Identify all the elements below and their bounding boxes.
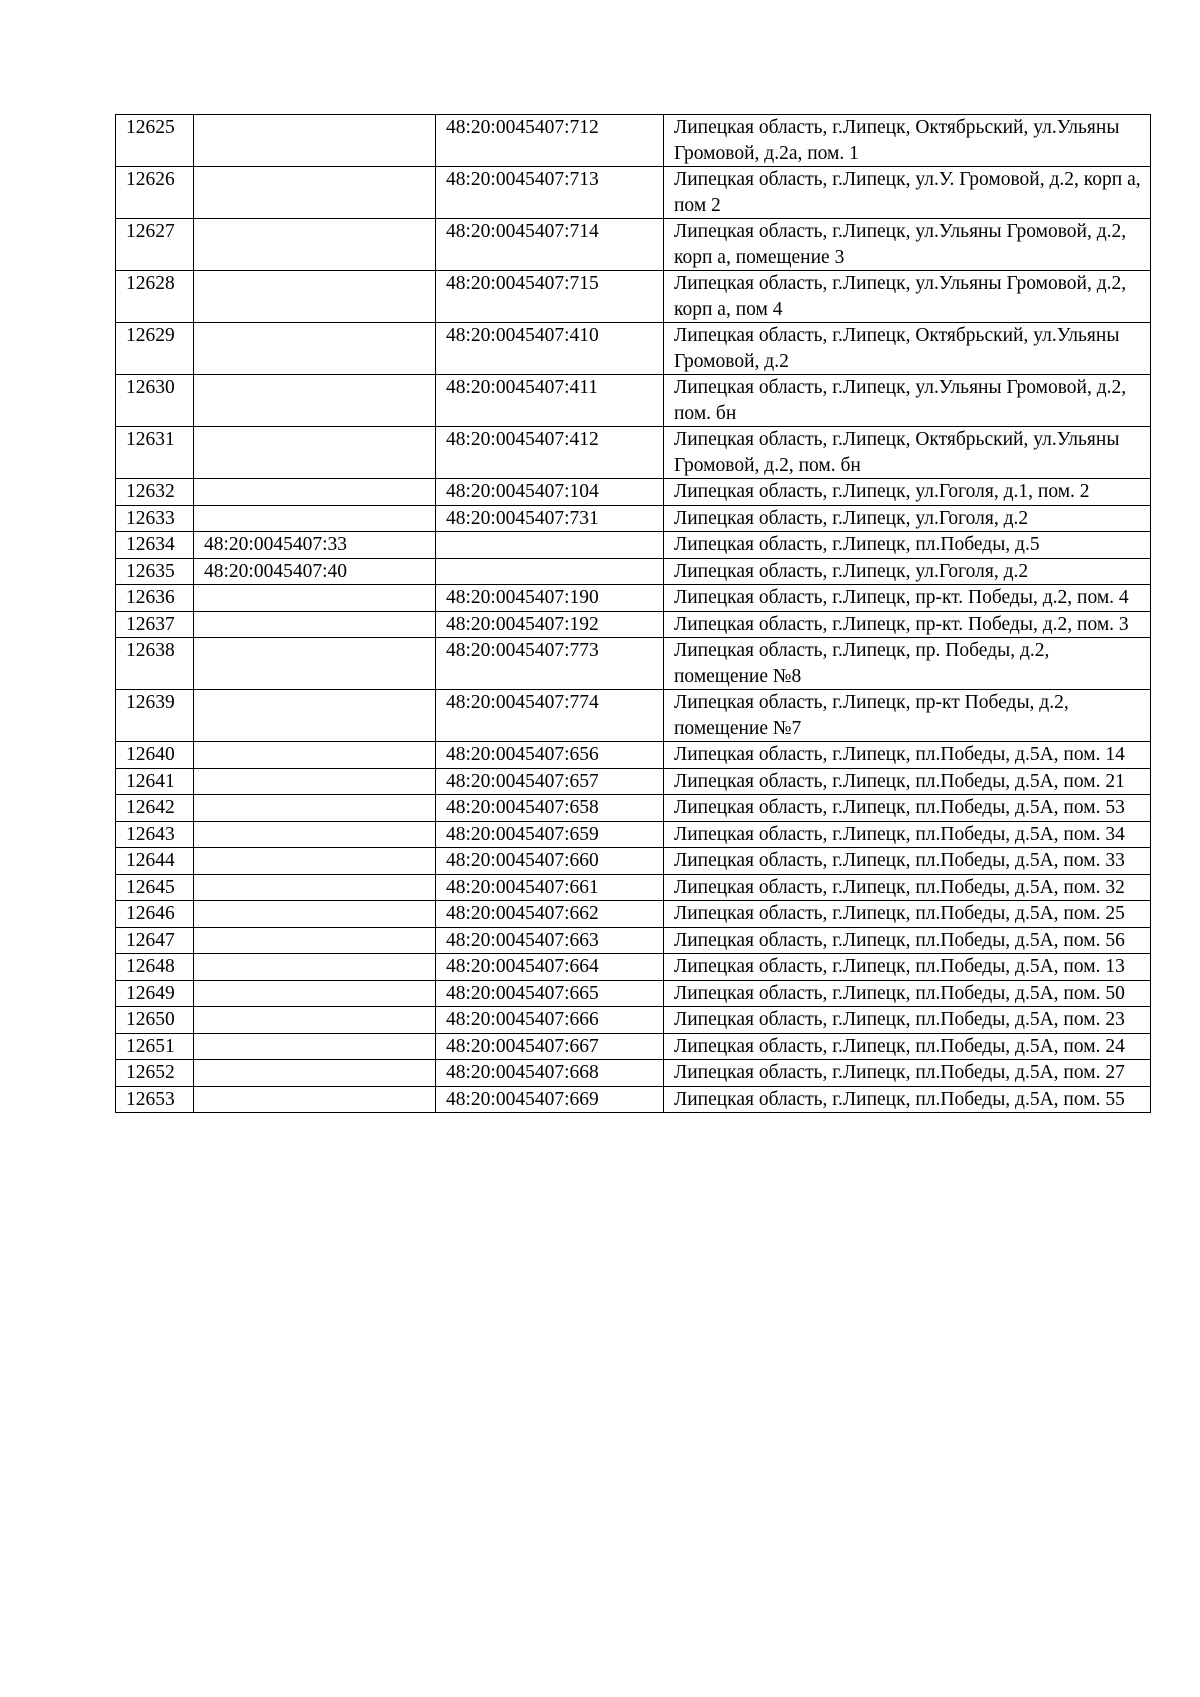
land-cadastral-number-cell [194,638,436,690]
land-cadastral-number-cell [194,585,436,612]
address-cell: Липецкая область, г.Липецк, пр-кт Победы, д.2, помещение №7 [664,690,1151,742]
land-cadastral-number-cell [194,821,436,848]
object-cadastral-number-cell: 48:20:0045407:669 [436,1086,664,1113]
object-cadastral-number-cell: 48:20:0045407:667 [436,1033,664,1060]
object-cadastral-number-cell: 48:20:0045407:731 [436,505,664,532]
row-number-cell: 12632 [116,479,194,506]
row-number-cell: 12638 [116,638,194,690]
address-cell: Липецкая область, г.Липецк, Октябрьский, ул.Ульяны Громовой, д.2 [664,323,1151,375]
object-cadastral-number-cell: 48:20:0045407:714 [436,219,664,271]
table-row [116,1033,1151,1060]
land-cadastral-number-cell: 48:20:0045407:33 [194,532,436,559]
row-number-cell: 12648 [116,954,194,981]
row-number-cell: 12646 [116,901,194,928]
row-number-cell: 12647 [116,927,194,954]
table-row [116,768,1151,795]
row-number-cell: 12653 [116,1086,194,1113]
table-row [116,271,1151,323]
object-cadastral-number-cell: 48:20:0045407:668 [436,1060,664,1087]
land-cadastral-number-cell [194,505,436,532]
table-row [116,585,1151,612]
address-cell: Липецкая область, г.Липецк, ул.Ульяны Громовой, д.2, корп а, пом 4 [664,271,1151,323]
object-cadastral-number-cell: 48:20:0045407:773 [436,638,664,690]
address-cell: Липецкая область, г.Липецк, пл.Победы, д.5А, пом. 24 [664,1033,1151,1060]
land-cadastral-number-cell [194,611,436,638]
land-cadastral-number-cell [194,901,436,928]
object-cadastral-number-cell: 48:20:0045407:665 [436,980,664,1007]
address-cell: Липецкая область, г.Липецк, пл.Победы, д.5 [664,532,1151,559]
address-cell: Липецкая область, г.Липецк, пл.Победы, д.5А, пом. 56 [664,927,1151,954]
table-row [116,848,1151,875]
table-row [116,375,1151,427]
land-cadastral-number-cell [194,219,436,271]
object-cadastral-number-cell: 48:20:0045407:715 [436,271,664,323]
object-cadastral-number-cell: 48:20:0045407:104 [436,479,664,506]
row-number-cell: 12629 [116,323,194,375]
land-cadastral-number-cell [194,1033,436,1060]
table-row [116,980,1151,1007]
land-cadastral-number-cell [194,323,436,375]
land-cadastral-number-cell [194,271,436,323]
row-number-cell: 12637 [116,611,194,638]
land-cadastral-number-cell [194,742,436,769]
table-row [116,901,1151,928]
object-cadastral-number-cell [436,532,664,559]
address-cell: Липецкая область, г.Липецк, пл.Победы, д.5А, пом. 55 [664,1086,1151,1113]
table-row [116,479,1151,506]
row-number-cell: 12627 [116,219,194,271]
table-row [116,505,1151,532]
object-cadastral-number-cell: 48:20:0045407:713 [436,167,664,219]
object-cadastral-number-cell: 48:20:0045407:656 [436,742,664,769]
object-cadastral-number-cell: 48:20:0045407:659 [436,821,664,848]
address-cell: Липецкая область, г.Липецк, пр-кт. Победы, д.2, пом. 4 [664,585,1151,612]
land-cadastral-number-cell: 48:20:0045407:40 [194,558,436,585]
row-number-cell: 12626 [116,167,194,219]
address-cell: Липецкая область, г.Липецк, пл.Победы, д.5А, пом. 33 [664,848,1151,875]
row-number-cell: 12642 [116,795,194,822]
land-cadastral-number-cell [194,954,436,981]
table-row [116,1007,1151,1034]
row-number-cell: 12630 [116,375,194,427]
object-cadastral-number-cell: 48:20:0045407:663 [436,927,664,954]
address-cell: Липецкая область, г.Липецк, ул.Ульяны Громовой, д.2, корп а, помещение 3 [664,219,1151,271]
table-row [116,532,1151,559]
land-cadastral-number-cell [194,375,436,427]
land-cadastral-number-cell [194,980,436,1007]
row-number-cell: 12644 [116,848,194,875]
table-row [116,874,1151,901]
object-cadastral-number-cell: 48:20:0045407:412 [436,427,664,479]
land-cadastral-number-cell [194,115,436,167]
address-cell: Липецкая область, г.Липецк, Октябрьский, ул.Ульяны Громовой, д.2а, пом. 1 [664,115,1151,167]
address-cell: Липецкая область, г.Липецк, пл.Победы, д.5А, пом. 32 [664,874,1151,901]
row-number-cell: 12636 [116,585,194,612]
land-cadastral-number-cell [194,427,436,479]
land-cadastral-number-cell [194,768,436,795]
row-number-cell: 12643 [116,821,194,848]
object-cadastral-number-cell: 48:20:0045407:662 [436,901,664,928]
address-cell: Липецкая область, г.Липецк, пл.Победы, д.5А, пом. 14 [664,742,1151,769]
object-cadastral-number-cell: 48:20:0045407:657 [436,768,664,795]
address-cell: Липецкая область, г.Липецк, ул.Гоголя, д.2 [664,558,1151,585]
table-row [116,1086,1151,1113]
address-cell: Липецкая область, г.Липецк, пл.Победы, д.5А, пом. 34 [664,821,1151,848]
address-cell: Липецкая область, г.Липецк, пл.Победы, д.5А, пом. 23 [664,1007,1151,1034]
registry-table-body [116,115,1151,1113]
row-number-cell: 12628 [116,271,194,323]
address-cell: Липецкая область, г.Липецк, ул.У. Громовой, д.2, корп а, пом 2 [664,167,1151,219]
table-row [116,427,1151,479]
table-row [116,638,1151,690]
row-number-cell: 12640 [116,742,194,769]
object-cadastral-number-cell: 48:20:0045407:658 [436,795,664,822]
table-row [116,1060,1151,1087]
object-cadastral-number-cell: 48:20:0045407:660 [436,848,664,875]
table-row [116,558,1151,585]
row-number-cell: 12633 [116,505,194,532]
land-cadastral-number-cell [194,479,436,506]
table-row [116,115,1151,167]
object-cadastral-number-cell: 48:20:0045407:774 [436,690,664,742]
address-cell: Липецкая область, г.Липецк, пл.Победы, д.5А, пом. 50 [664,980,1151,1007]
address-cell: Липецкая область, г.Липецк, Октябрьский, ул.Ульяны Громовой, д.2, пом. бн [664,427,1151,479]
object-cadastral-number-cell: 48:20:0045407:411 [436,375,664,427]
row-number-cell: 12639 [116,690,194,742]
address-cell: Липецкая область, г.Липецк, пл.Победы, д.5А, пом. 53 [664,795,1151,822]
row-number-cell: 12631 [116,427,194,479]
table-row [116,927,1151,954]
land-cadastral-number-cell [194,927,436,954]
row-number-cell: 12651 [116,1033,194,1060]
land-cadastral-number-cell [194,795,436,822]
row-number-cell: 12652 [116,1060,194,1087]
land-cadastral-number-cell [194,1086,436,1113]
object-cadastral-number-cell: 48:20:0045407:190 [436,585,664,612]
table-row [116,323,1151,375]
address-cell: Липецкая область, г.Липецк, пр. Победы, д.2, помещение №8 [664,638,1151,690]
address-cell: Липецкая область, г.Липецк, ул.Гоголя, д.2 [664,505,1151,532]
row-number-cell: 12645 [116,874,194,901]
object-cadastral-number-cell: 48:20:0045407:712 [436,115,664,167]
land-cadastral-number-cell [194,848,436,875]
object-cadastral-number-cell: 48:20:0045407:666 [436,1007,664,1034]
table-row [116,219,1151,271]
land-cadastral-number-cell [194,874,436,901]
address-cell: Липецкая область, г.Липецк, пр-кт. Победы, д.2, пом. 3 [664,611,1151,638]
object-cadastral-number-cell: 48:20:0045407:410 [436,323,664,375]
row-number-cell: 12641 [116,768,194,795]
row-number-cell: 12650 [116,1007,194,1034]
object-cadastral-number-cell: 48:20:0045407:664 [436,954,664,981]
row-number-cell: 12625 [116,115,194,167]
row-number-cell: 12634 [116,532,194,559]
table-row [116,742,1151,769]
table-row [116,821,1151,848]
address-cell: Липецкая область, г.Липецк, ул.Гоголя, д.1, пом. 2 [664,479,1151,506]
land-cadastral-number-cell [194,1060,436,1087]
address-cell: Липецкая область, г.Липецк, ул.Ульяны Громовой, д.2, пом. бн [664,375,1151,427]
table-row [116,167,1151,219]
address-cell: Липецкая область, г.Липецк, пл.Победы, д.5А, пом. 27 [664,1060,1151,1087]
table-row [116,795,1151,822]
land-cadastral-number-cell [194,167,436,219]
object-cadastral-number-cell: 48:20:0045407:192 [436,611,664,638]
row-number-cell: 12649 [116,980,194,1007]
address-cell: Липецкая область, г.Липецк, пл.Победы, д.5А, пом. 25 [664,901,1151,928]
row-number-cell: 12635 [116,558,194,585]
address-cell: Липецкая область, г.Липецк, пл.Победы, д.5А, пом. 13 [664,954,1151,981]
land-cadastral-number-cell [194,1007,436,1034]
object-cadastral-number-cell [436,558,664,585]
table-row [116,954,1151,981]
registry-table [115,114,1151,1113]
address-cell: Липецкая область, г.Липецк, пл.Победы, д.5А, пом. 21 [664,768,1151,795]
object-cadastral-number-cell: 48:20:0045407:661 [436,874,664,901]
land-cadastral-number-cell [194,690,436,742]
table-row [116,690,1151,742]
table-row [116,611,1151,638]
